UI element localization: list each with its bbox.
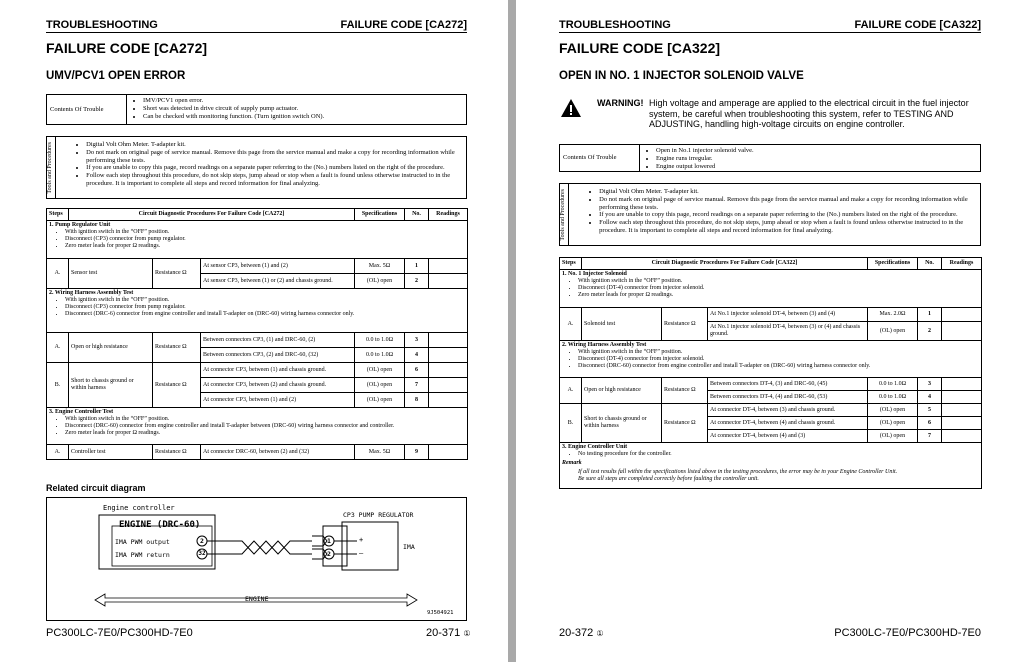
regulator-connector [323,526,347,566]
remark-line-2: Be sure all steps are completed correctly before faulting the controller unit. [578,476,759,482]
test-unit: Resistance Ω [153,333,201,363]
section-title: 1. No. 1 Injector Solenoid [562,271,627,277]
header-left: TROUBLESHOOTING [559,19,671,31]
list-item: • Disconnect (CP3) connector from pump regulator. [65,236,465,243]
test-name: Controller test [69,445,153,460]
contents-label: Contents Of Trouble [47,95,127,124]
list-item: • Zero meter leads for proper Ω readings. [65,430,465,437]
list-item: • Disconnect (DRC-60) connector from engine controller and install T-adapter on (DRC-60) wiring harness connector only. [578,363,979,370]
remark-line-1: If all test results fall within the specifications listed above in the testing procedures, the error may be in your Engine Controller Unit. [578,469,898,475]
procedure-cell: Between connectors DT-4, (4) and DRC-60, (53) [708,391,868,404]
header-right: FAILURE CODE [CA322] [854,19,981,31]
ima-label: IMA [403,543,415,551]
tools-item: • Follow each step throughout this procedure, do not skip steps, jump ahead or stop when a fault is found unless otherwise instructed to in the procedure. It is important to complete all steps and record information for final analyzing. [86,172,462,188]
contents-item: • Engine output lowered [656,163,754,171]
test-unit: Resistance Ω [153,259,201,289]
list-item: • Disconnect (DT-4) connector from injector solenoid. [578,356,979,363]
contents-item: • IMV/PCV1 open error. [143,97,324,105]
test-unit: Resistance Ω [662,404,708,443]
test-name: Short to chassis ground or within harness [69,363,153,408]
col-steps: Steps [47,209,69,221]
no-cell: 9 [405,445,429,460]
page-subtitle: UMV/PCV1 OPEN ERROR [46,70,186,82]
tools-item: • Do not mark on original page of service manual. Remove this page from the service manual and make a copy for recording information while performing these tests. [86,149,462,165]
col-specs: Specifications [868,258,918,270]
spec-cell: 0.0 to 1.0Ω [355,348,405,363]
col-no: No. [918,258,942,270]
section-row [560,270,982,308]
reading-cell[interactable] [942,404,982,417]
reading-cell[interactable] [429,259,468,274]
diagnostic-table [46,208,468,460]
no-cell: 7 [918,430,942,443]
test-unit: Resistance Ω [662,308,708,341]
engine-label: ENGINE [245,595,269,603]
section-row [560,341,982,378]
contents-of-trouble-box [559,144,981,172]
reading-cell[interactable] [942,378,982,391]
test-name: Short to chassis ground or within harness [582,404,662,443]
reading-cell[interactable] [942,391,982,404]
reading-cell[interactable] [429,378,468,393]
tools-procedures-box [559,183,981,246]
spec-cell: (OL) open [868,417,918,430]
circuit-heading: Related circuit diagram [46,483,146,493]
footer-page-number [426,627,471,639]
section-title: 3. Engine Controller Unit [562,444,628,450]
contents-item: • Short was detected in drive circuit of supply pump actuator. [143,105,324,113]
no-cell: 6 [405,363,429,378]
spec-cell: (OL) open [868,404,918,417]
spec-cell: (OL) open [868,322,918,341]
col-specs: Specifications [355,209,405,221]
pin-label: 2 [327,550,331,558]
diagnostic-table [559,257,982,489]
reading-cell[interactable] [942,417,982,430]
manual-page-left [0,0,508,662]
section-title: 2. Wiring Harness Assembly Test [562,342,647,348]
col-readings: Readings [429,209,468,221]
test-name: Sensor test [69,259,153,289]
col-readings: Readings [942,258,982,270]
spec-cell: Max. 5Ω [355,259,405,274]
header-rule [46,32,467,33]
spec-cell: 0.0 to 1.0Ω [868,391,918,404]
diagram-code: 9J504921 [427,610,454,616]
procedure-cell: At connector DRC-60, between (2) and (32) [201,445,355,460]
tools-label: Tools and Procedures [47,137,56,198]
spec-cell: Max. 2.0Ω [868,308,918,322]
spec-cell: Max. 5Ω [355,445,405,460]
plus-sign: + [359,536,364,544]
procedure-cell: At connector CP3, between (2) and chassis ground. [201,378,355,393]
no-cell: 5 [918,404,942,417]
list-item: • Disconnect (DRC-6) connector from engine controller and install T-adapter on (DRC-60) wiring harness connector only. [65,311,465,318]
page-title: FAILURE CODE [CA272] [46,40,208,56]
pin-label: 2 [200,537,204,545]
reading-cell[interactable] [429,348,468,363]
list-item: • With ignition switch in the “OFF” position. [65,297,465,304]
table-row [47,363,468,378]
tools-list [56,137,466,198]
signal-2: IMA PWM return [115,551,170,559]
spec-cell: (OL) open [355,363,405,378]
procedure-cell: At connector CP3, between (1) and chassis ground. [201,363,355,378]
header-right: FAILURE CODE [CA272] [340,19,467,31]
tools-item: • If you are unable to copy this page, record readings on a separate paper referring to the (No.) numbers listed on the right of the procedure. [599,211,976,219]
no-cell: 4 [405,348,429,363]
list-item: • Zero meter leads for proper Ω readings. [65,243,465,250]
reading-cell[interactable] [429,445,468,460]
reading-cell[interactable] [429,333,468,348]
test-unit: Resistance Ω [153,445,201,460]
contents-list [640,145,754,171]
section-row [47,221,468,259]
signal-1: IMA PWM output [115,538,170,546]
section-title: 3. Engine Controller Test [49,409,114,415]
reading-cell[interactable] [429,363,468,378]
warning-icon [560,98,582,118]
procedure-cell: Between connectors DT-4, (3) and DRC-60, (45) [708,378,868,391]
list-item: • Disconnect (DT-4) connector from injector solenoid. [578,285,979,292]
section-row [560,443,982,489]
no-cell: 1 [405,259,429,274]
procedure-cell: At sensor CP3, between (1) or (2) and chassis ground. [201,274,355,289]
spec-cell: 0.0 to 1.0Ω [355,333,405,348]
step-letter: A. [47,333,69,363]
controller-inner-box [112,526,212,566]
list-item: • With ignition switch in the “OFF” position. [65,229,465,236]
page-title: FAILURE CODE [CA322] [559,40,721,56]
revision-mark: ① [463,629,471,638]
reading-cell[interactable] [429,274,468,289]
wire-2 [207,541,312,554]
table-row [47,333,468,348]
reading-cell[interactable] [942,430,982,443]
regulator-label: CP3 PUMP REGULATOR [343,511,414,519]
step-letter: A. [560,308,582,341]
spec-cell: (OL) open [355,274,405,289]
revision-mark: ① [596,629,604,638]
contents-item: • Open in No.1 injector solenoid valve. [656,147,754,155]
footer-right: PC300LC-7E0/PC300HD-7E0 [834,627,981,639]
step-letter: B. [47,363,69,408]
contents-label: Contents Of Trouble [560,145,640,171]
tools-item: • Digital Volt Ohm Meter. T-adapter kit. [86,141,462,149]
regulator-leads [334,541,357,554]
contents-of-trouble-box [46,94,467,125]
footer-page-number [559,627,604,639]
list-item: • No testing procedure for the controller. [578,451,979,458]
step-letter: B. [560,404,582,443]
tools-item: • Digital Volt Ohm Meter. T-adapter kit. [599,188,976,196]
procedure-cell: Between connectors CP3, (1) and DRC-60, (2) [201,333,355,348]
test-name: Solenoid test [582,308,662,341]
page-subtitle: OPEN IN NO. 1 INJECTOR SOLENOID VALVE [559,70,804,82]
list-item: • With ignition switch in the “OFF” position. [578,349,979,356]
no-cell: 2 [918,322,942,341]
footer-left: PC300LC-7E0/PC300HD-7E0 [46,627,193,639]
step-letter: A. [47,445,69,460]
reading-cell[interactable] [429,393,468,408]
spec-cell: 0.0 to 1.0Ω [868,378,918,391]
list-item: • With ignition switch in the “OFF” position. [65,416,465,423]
table-row [47,445,468,460]
spec-cell: (OL) open [355,378,405,393]
circuit-diagram [46,497,467,621]
header-rule [559,32,981,33]
col-no: No. [405,209,429,221]
no-cell: 8 [405,393,429,408]
manual-page-right [516,0,1024,662]
page-number: 20-371 [426,627,461,639]
table-header-row [47,209,468,221]
warning-label: WARNING! [597,98,644,108]
procedure-cell: At No.1 injector solenoid DT-4, between (3) and (4) [708,308,868,322]
list-item: • Zero meter leads for proper Ω readings. [578,292,979,299]
step-letter: A. [560,378,582,404]
controller-label: Engine controller [103,504,175,512]
pin-label: 1 [327,537,331,545]
contents-item: • Can be checked with monitoring function. (Turn ignition switch ON). [143,113,324,121]
no-cell: 1 [918,308,942,322]
procedure-cell: At sensor CP3, between (1) and (2) [201,259,355,274]
procedure-cell: At No.1 injector solenoid DT-4, between (3) or (4) and chassis ground. [708,322,868,341]
reading-cell[interactable] [942,322,982,341]
tools-item: • If you are unable to copy this page, record readings on a separate paper referring to the (No.) numbers listed on the right of the procedure. [86,164,462,172]
pin-label: 32 [198,550,206,557]
spec-cell: (OL) open [355,393,405,408]
test-unit: Resistance Ω [153,363,201,408]
section-row [47,408,468,445]
no-cell: 2 [405,274,429,289]
table-header-row [560,258,982,270]
no-cell: 4 [918,391,942,404]
warning-text: High voltage and amperage are applied to the electrical circuit in the fuel injector system, be careful when troubleshooting this system, refer to TESTING AND ADJUSTING, handling high-voltage circuits on engine controller. [649,98,969,129]
section-title: 2. Wiring Harness Assembly Test [49,290,134,296]
procedure-cell: At connector DT-4, between (3) and chassis ground. [708,404,868,417]
contents-item: • Engine runs irregular. [656,155,754,163]
list-item: • Disconnect (CP3) connector from pump regulator. [65,304,465,311]
col-steps: Steps [560,258,582,270]
tools-list [569,184,980,245]
remark-label: Remark [562,460,582,466]
table-row [560,378,982,391]
procedure-cell: At connector CP3, between (1) and (2) [201,393,355,408]
procedure-cell: Between connectors CP3, (2) and DRC-60, (32) [201,348,355,363]
tools-item: • Do not mark on original page of service manual. Remove this page from the service manual and make a copy for recording information while performing these tests. [599,196,976,212]
contents-list [127,95,324,124]
section-row [47,289,468,333]
table-row [47,259,468,274]
procedure-cell: At connector DT-4, between (4) and chassis ground. [708,417,868,430]
list-item: • With ignition switch in the “OFF” position. [578,278,979,285]
table-row [560,308,982,322]
procedure-cell: At connector DT-4, between (4) and (3) [708,430,868,443]
test-name: Open or high resistance [69,333,153,363]
spec-cell: (OL) open [868,430,918,443]
controller-name: ENGINE (DRC-60) [119,520,201,530]
tools-procedures-box [46,136,467,199]
col-procedures: Circuit Diagnostic Procedures For Failure Code [CA322] [582,258,868,270]
test-name: Open or high resistance [582,378,662,404]
no-cell: 3 [405,333,429,348]
page-number: 20-372 [559,627,594,639]
step-letter: A. [47,259,69,289]
regulator-box [342,522,398,570]
table-row [560,404,982,417]
tools-item: • Follow each step throughout this procedure, do not skip steps, jump ahead or stop when a fault is found unless otherwise instructed to in the procedure. It is important to complete all steps and record information for final analyzing. [599,219,976,235]
no-cell: 7 [405,378,429,393]
minus-sign: – [359,549,364,557]
reading-cell[interactable] [942,308,982,322]
list-item: • Disconnect (DRC-60) connector from engine controller and install T-adapter between (DRC-60) wiring harness connector and controller. [65,423,465,430]
header-left: TROUBLESHOOTING [46,19,158,31]
tools-label: Tools and Procedures [560,184,569,245]
no-cell: 6 [918,417,942,430]
section-title: 1. Pump Regulator Unit [49,222,111,228]
col-procedures: Circuit Diagnostic Procedures For Failure Code [CA272] [69,209,355,221]
test-unit: Resistance Ω [662,378,708,404]
no-cell: 3 [918,378,942,391]
